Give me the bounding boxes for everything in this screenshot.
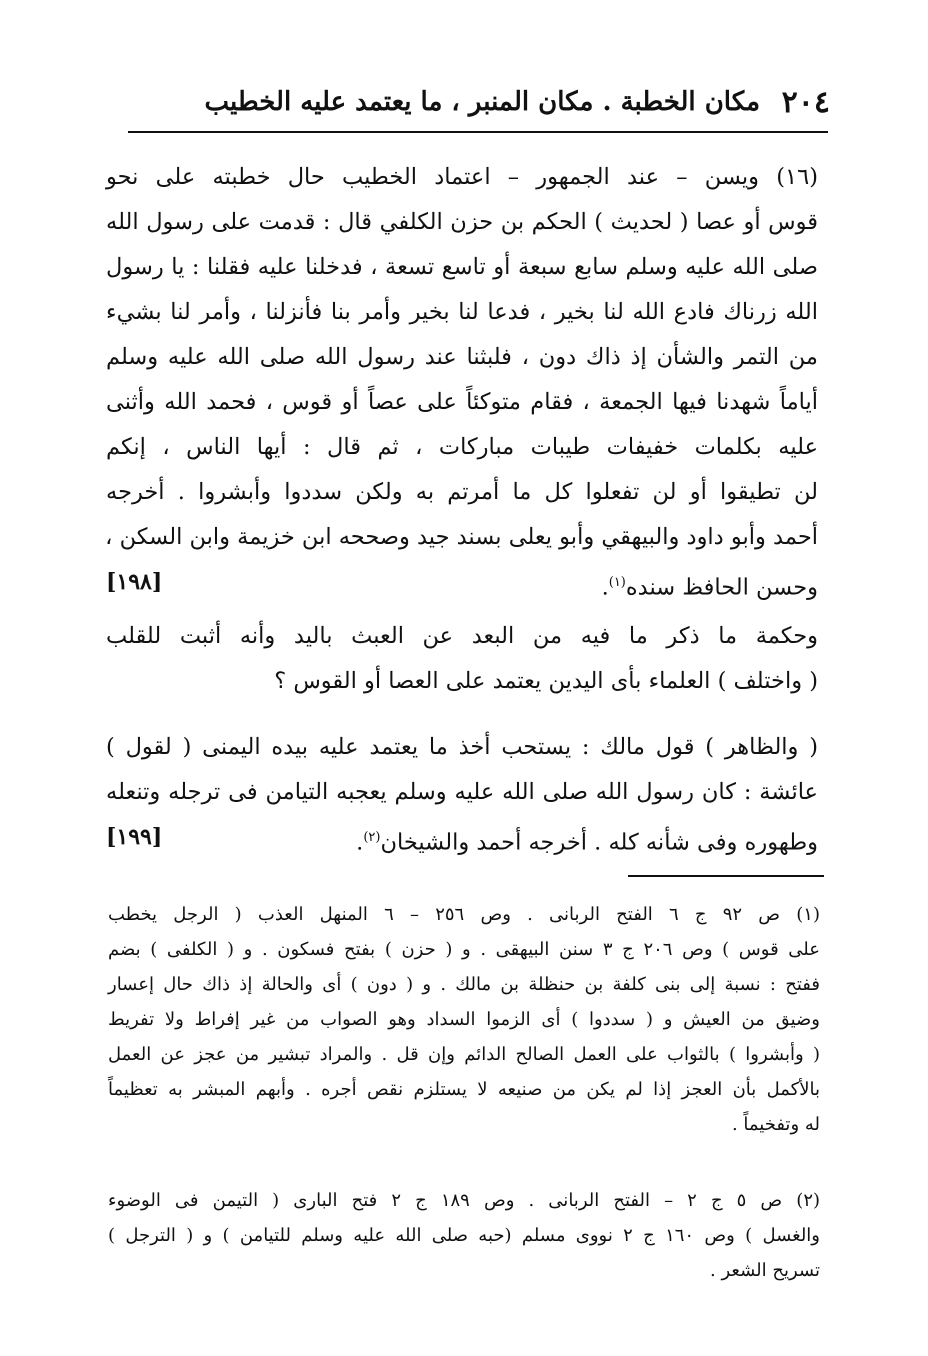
body-line: عليه بكلمات خفيفات طيبات مباركات ، ثم قال : أيها الناس ، إنكم xyxy=(106,434,818,460)
body-line: أحمد وأبو داود والبيهقي وأبو يعلى بسند جيد وصححه ابن خزيمة وابن السكن ، xyxy=(105,524,818,550)
body-line: من التمر والشأن إذ ذاك دون ، فلبثنا عند رسول الله صلى الله عليه وسلم xyxy=(106,344,818,370)
body-line: أياماً شهدنا فيها الجمعة ، فقام متوكئاً على عصاً أو قوس ، فحمد الله وأثنى xyxy=(106,389,818,415)
paragraph-wisdom xyxy=(106,614,818,704)
footnote-line: على قوس ) وص ٢٠٦ ج ٣ سنن البيهقى . و ( حزن ) بفتح فسكون . و ( الكلفى ) بضم xyxy=(108,939,820,960)
sentence-end: . xyxy=(356,829,364,856)
page-number: ٢٠٤ xyxy=(781,84,830,120)
footnote-line: وضيق من العيش و ( سددوا ) أى الزموا السداد وهو الصواب من غير إفراط ولا تفريط xyxy=(108,1009,820,1030)
running-title: مكان الخطبة . مكان المنبر ، ما يعتمد عليه الخطيب xyxy=(204,87,760,117)
footnote-rule xyxy=(628,875,824,877)
paragraph-16 xyxy=(106,155,818,605)
body-line xyxy=(106,560,818,605)
hadith-number: [١٩٨] xyxy=(106,569,163,595)
body-text: وحسن الحافظ سنده xyxy=(625,574,818,601)
footnote-marker: (٢) xyxy=(363,830,381,845)
footnote-line: بالأكمل بأن العجز إذا لم يكن من صنيعه لا يستلزم نقص أجره . وأبهم المبشر به تعظيماً xyxy=(108,1079,820,1100)
body-line: لن تطيقوا أو لن تفعلوا كل ما أمرتم به ولكن سددوا وأبشروا . أخرجه xyxy=(106,479,818,505)
footnote-marker: (١) xyxy=(608,575,626,590)
page-header xyxy=(140,80,830,124)
body-line: عائشة : كان رسول الله صلى الله عليه وسلم يعجبه التيامن فى ترجله وتنعله xyxy=(106,779,818,805)
footnote-line: ( وأبشروا ) بالثواب على العمل الصالح الدائم وإن قل . والمراد تبشير من عجز عن العمل xyxy=(108,1044,820,1065)
footnote-line: (١) ص ٩٢ ج ٦ الفتح الربانى . وص ٢٥٦ – ٦ المنهل العذب ( الرجل يخطب xyxy=(108,904,820,925)
body-line xyxy=(106,815,818,860)
body-line: ( والظاهر ) قول مالك : يستحب أخذ ما يعتمد عليه بيده اليمنى ( لقول ) xyxy=(106,734,818,760)
footnote-1 xyxy=(108,897,820,1142)
body-line: الله زرناك فادع الله لنا بخير ، فدعا لنا بخير وأمر بنا فأنزلنا ، وأمر لنا بشيء xyxy=(106,299,818,325)
body-line: (١٦) ويسن – عند الجمهور – اعتماد الخطيب حال خطبته على نحو xyxy=(106,164,818,190)
footnote-line: (٢) ص ٥ ج ٢ – الفتح الربانى . وص ١٨٩ ج ٢ فتح البارى ( التيمن فى الوضوء xyxy=(108,1190,821,1211)
body-line: قوس أو عصا ( لحديث ) الحكم بن حزن الكلفي قال : قدمت على رسول الله xyxy=(106,209,818,235)
hadith-number: [١٩٩] xyxy=(106,824,163,850)
body-line: صلى الله عليه وسلم سابع سبعة أو تاسع تسعة ، فدخلنا عليه فقلنا : يا رسول xyxy=(106,254,818,280)
header-rule xyxy=(128,131,828,133)
footnote-line: والغسل ) وص ١٦٠ ج ٢ نووى مسلم (حبه صلى الله عليه وسلم للتيامن ) و ( الترجل ) xyxy=(108,1225,820,1246)
footnote-2 xyxy=(108,1183,820,1288)
footnote-line: ففتح : نسبة إلى بنى كلفة بن حنظلة بن مالك . و ( دون ) أى والحالة إذ ذاك حال إعسار xyxy=(108,974,820,995)
footnote-line: له وتفخيماً . xyxy=(731,1114,820,1135)
paragraph-malik xyxy=(106,725,818,860)
sentence-end: . xyxy=(601,574,609,601)
body-line: وحكمة ما ذكر ما فيه من البعد عن العبث باليد وأنه أثبت للقلب xyxy=(106,623,818,649)
body-line: ( واختلف ) العلماء بأى اليدين يعتمد على العصا أو القوس ؟ xyxy=(274,668,818,694)
footnote-line: تسريح الشعر . xyxy=(710,1260,820,1281)
body-text: وطهوره وفى شأنه كله . أخرجه أحمد والشيخان xyxy=(380,829,818,856)
